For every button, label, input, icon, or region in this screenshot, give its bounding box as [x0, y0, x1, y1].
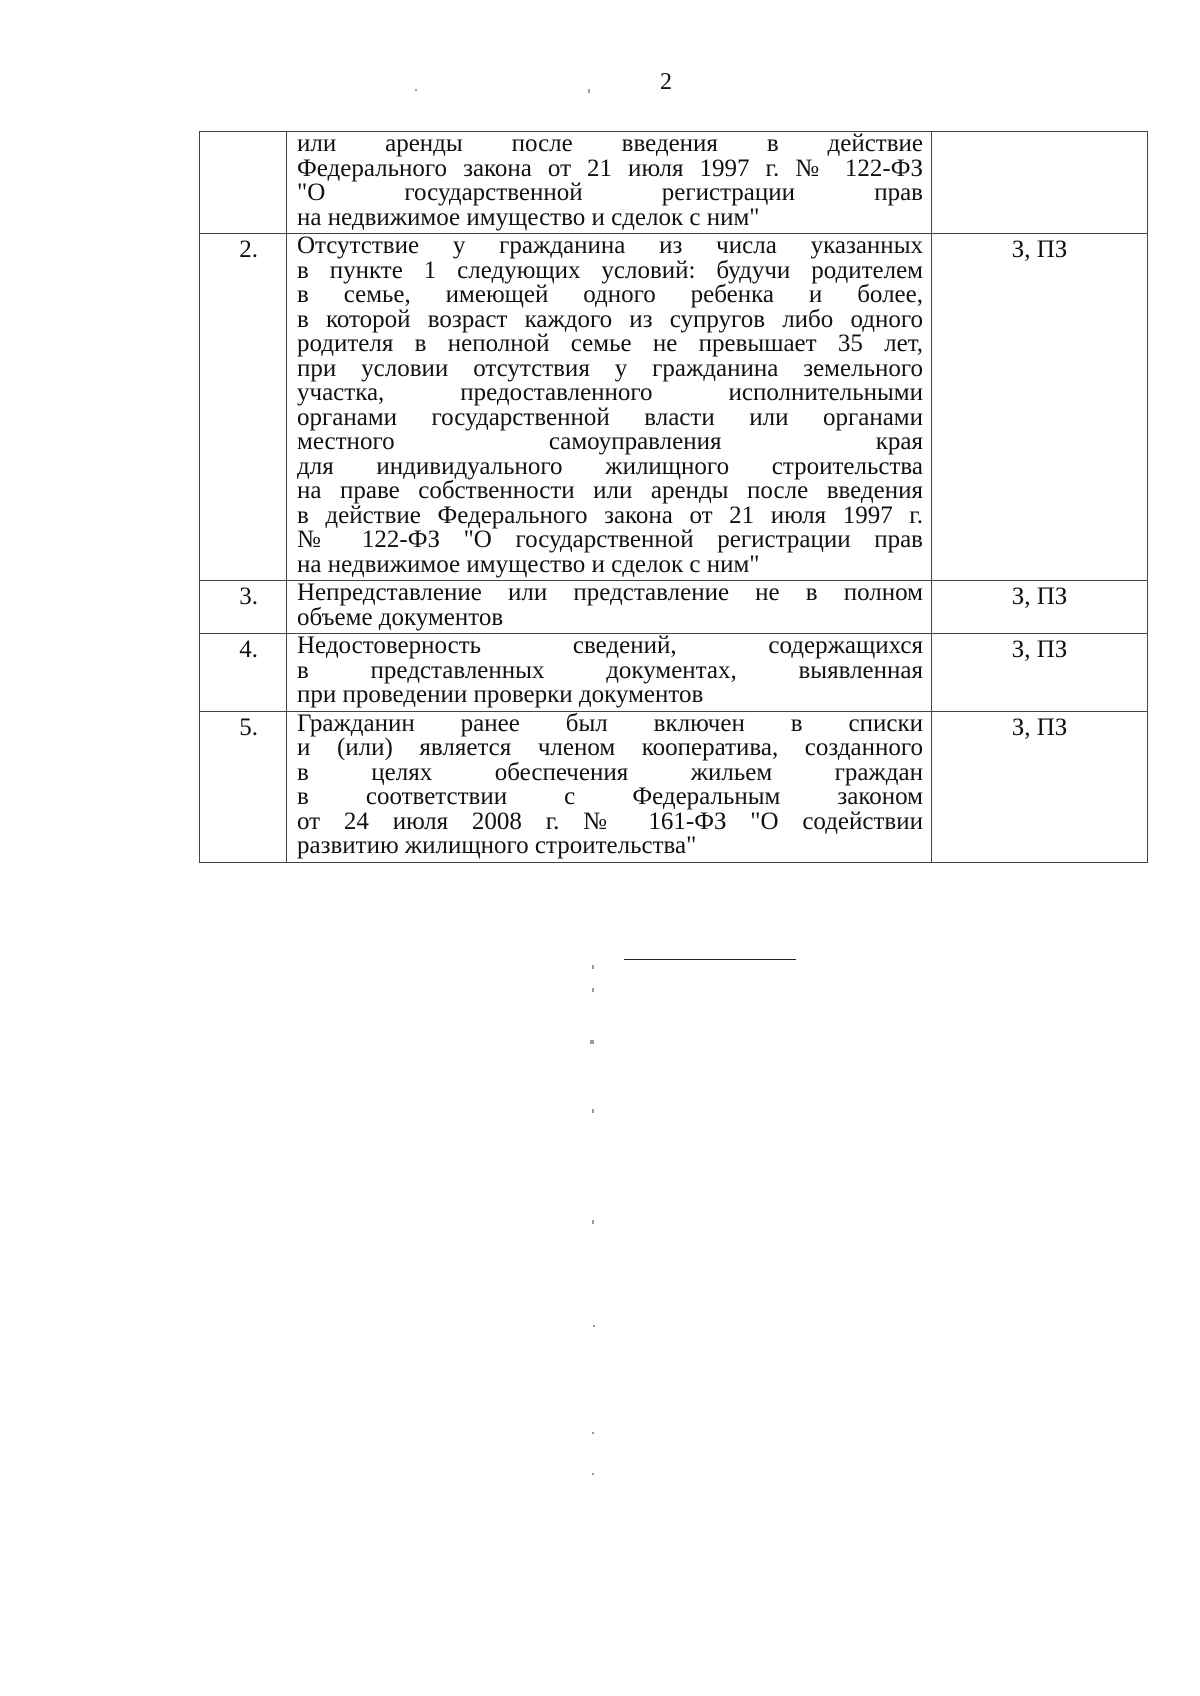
row-number: 3. — [200, 581, 287, 634]
text-line: в целях обеспечения жильем граждан — [297, 758, 923, 786]
scan-speck — [415, 89, 417, 91]
row-number: 5. — [200, 711, 287, 862]
row-code: З, ПЗ — [932, 234, 1148, 581]
row-text — [287, 711, 932, 862]
page-number: 2 — [660, 69, 672, 95]
text-line: Непредставление или представление не в полном — [297, 579, 923, 606]
text-line: или аренды после введения в действие — [297, 130, 923, 157]
text-line: в семье, имеющей одного ребенка и более, — [297, 281, 923, 308]
scan-speck — [592, 1473, 594, 1475]
row-code — [932, 132, 1148, 234]
row-number — [200, 132, 287, 234]
row-text — [287, 634, 932, 712]
text-line: Гражданин ранее был включен в списки — [297, 709, 923, 737]
row-number: 2. — [200, 234, 287, 581]
text-line: участка, предоставленного исполнительными — [297, 379, 923, 406]
text-line: в действие Федерального закона от 21 июля 1997 г. — [297, 501, 923, 529]
text-line: Федерального закона от 21 июля 1997 г. № 122-ФЗ — [297, 154, 923, 182]
scan-speck — [592, 1109, 594, 1113]
scan-speck — [593, 1325, 595, 1327]
row-text — [287, 234, 932, 581]
table-row — [200, 711, 1148, 862]
text-line: на праве собственности или аренды после введения — [297, 477, 923, 504]
text-line: и (или) является членом кооператива, созданного — [297, 734, 923, 761]
row-text — [287, 581, 932, 634]
text-line: на недвижимое имущество и сделок с ним" — [297, 203, 760, 231]
text-line: для индивидуального жилищного строительства — [297, 452, 923, 480]
row-number: 4. — [200, 634, 287, 712]
table-row — [200, 234, 1148, 581]
scan-speck — [588, 89, 590, 93]
text-line: развитию жилищного строительства" — [297, 832, 697, 859]
conditions-table — [199, 131, 1148, 863]
table-row — [200, 581, 1148, 634]
scan-speck — [592, 1432, 594, 1434]
scan-speck — [590, 1040, 594, 1044]
text-line: № 122-ФЗ "О государственной регистрации прав — [297, 526, 923, 553]
text-line: в пункте 1 следующих условий: будучи родителем — [297, 256, 923, 284]
text-line: в которой возраст каждого из супругов либо одного — [297, 305, 923, 333]
text-line: в соответствии с Федеральным законом — [297, 783, 923, 810]
scan-speck — [592, 1220, 594, 1224]
text-line: "О государственной регистрации прав — [297, 179, 923, 206]
text-line: Недостоверность сведений, содержащихся — [297, 632, 923, 659]
text-line: родителя в неполной семье не превышает 35 лет, — [297, 330, 923, 357]
text-line: местного самоуправления края — [297, 428, 923, 455]
text-line: при условии отсутствия у гражданина земельного — [297, 354, 923, 382]
scan-speck — [592, 965, 594, 969]
text-line: при проведении проверки документов — [297, 681, 704, 708]
text-line: в представленных документах, выявленная — [297, 656, 923, 684]
text-line: органами государственной власти или органами — [297, 403, 923, 431]
row-code: З, ПЗ — [932, 581, 1148, 634]
text-line: Отсутствие у гражданина из числа указанных — [297, 232, 923, 259]
text-line: от 24 июля 2008 г. № 161-ФЗ "О содействии — [297, 807, 923, 835]
table-row — [200, 634, 1148, 712]
row-text — [287, 132, 932, 234]
text-line: объеме документов — [297, 603, 504, 631]
row-code: З, ПЗ — [932, 711, 1148, 862]
end-separator-line — [624, 959, 796, 960]
table-row — [200, 132, 1148, 234]
scan-speck — [592, 988, 594, 992]
row-code: З, ПЗ — [932, 634, 1148, 712]
text-line: на недвижимое имущество и сделок с ним" — [297, 550, 760, 578]
